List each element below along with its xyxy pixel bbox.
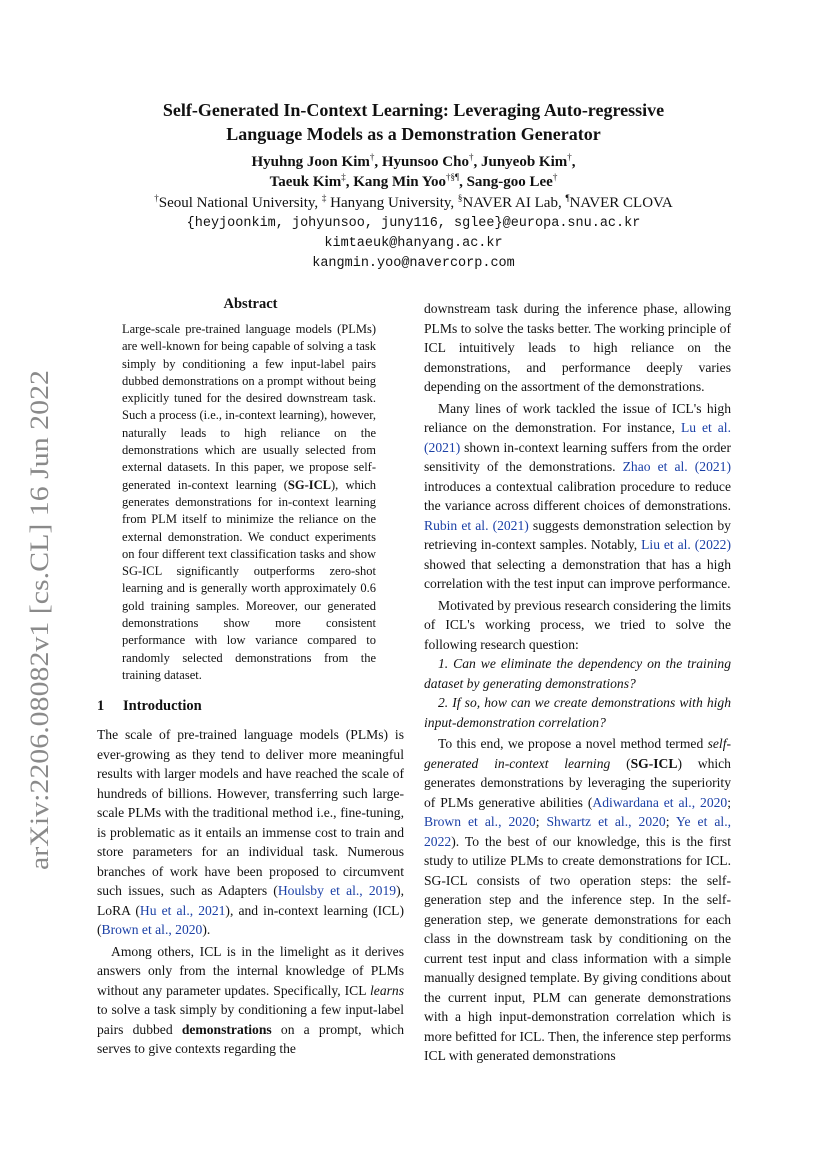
title-line-2: Language Models as a Demonstration Generator xyxy=(226,124,601,144)
text-run: ; xyxy=(665,814,677,829)
text-run: introduces a contextual calibration procedure to reduce the variance across different choices of demonstrations. xyxy=(424,478,731,513)
paragraph xyxy=(97,942,404,1059)
author-mark: † xyxy=(567,152,572,162)
author-name: Sang-goo Lee xyxy=(466,174,553,190)
text-run: ) which generates demonstrations by leveraging the superiority of PLMs generative abilities ( xyxy=(424,755,731,810)
citation-link[interactable]: Lu et al. (2021) xyxy=(424,420,731,455)
text-run: To this end, we propose a novel method termed xyxy=(438,736,708,751)
arxiv-watermark xyxy=(14,370,58,870)
citation-link[interactable]: Brown et al., 2020 xyxy=(101,922,203,938)
citation-link[interactable]: Rubin et al. (2021) xyxy=(424,517,529,533)
arxiv-id: arXiv:2206.08082v1 [cs.CL] 16 Jun 2022 xyxy=(25,435,54,870)
author-name: Junyeob Kim xyxy=(480,154,568,170)
text-run: downstream task during the inference phase, allowing PLMs to solve the tasks better. The working principle of ICL intuitively leads to high reliance on the demonstrations, and performance deeply varies depending on the assortment of the demonstrations. xyxy=(424,301,731,394)
abstract-text xyxy=(122,321,376,684)
affil-mark: ¶ xyxy=(565,193,570,203)
text-run: ). xyxy=(202,922,211,938)
left-column xyxy=(97,296,404,1059)
section-heading xyxy=(97,698,404,715)
text-run-bold: SG-ICL xyxy=(287,477,331,492)
citation-link[interactable]: Ye et al., 2022 xyxy=(424,814,731,849)
text-run: ). To the best of our knowledge, this is the first study to utilize PLMs to create demonstrations for ICL. SG-ICL consists of two operation steps: the self-generation step and the inference step. In the self-generation step, we generate demonstrations for each class in the downstream task by conditioning on the current test input and class information with a simple manually designed template. By giving conditions about the current input, PLM can generate demonstrations with a high input-demonstration correlation which is more befitted for ICL. Then, the inference step performs ICL with generated demonstrations xyxy=(424,833,732,1063)
text-run-italic: learns xyxy=(370,982,404,998)
text-run-italic: self-generated in-context learning xyxy=(424,736,731,771)
text-run: ), and in-context learning (ICL) ( xyxy=(97,902,404,938)
text-run: Motivated by previous research considering the limits of ICL's working process, we tried to solve the following research question: xyxy=(424,597,731,652)
text-run: suggests demonstration selection by retrieving in-context samples. Notably, xyxy=(424,517,731,552)
text-run: showed that selecting a demonstration that has a high correlation with the test input can improve performance. xyxy=(424,556,731,591)
email-line: kangmin.yoo@navercorp.com xyxy=(312,256,515,271)
text-run: on a prompt, which serves to give contexts regarding the xyxy=(97,1021,404,1057)
affil-mark: ‡ xyxy=(321,193,327,203)
citation-link[interactable]: Shwartz et al., 2020 xyxy=(546,814,666,829)
author-name: Taeuk Kim xyxy=(269,174,342,190)
affil-name: Hanyang University, xyxy=(326,195,458,211)
affil-mark: § xyxy=(457,193,463,203)
text-run: ), LoRA ( xyxy=(97,883,405,918)
affil-name: NAVER AI Lab, xyxy=(462,195,566,211)
email-line: kimtaeuk@hanyang.ac.kr xyxy=(324,236,503,251)
affil-name: NAVER CLOVA xyxy=(569,195,673,211)
author-mark: † xyxy=(468,152,474,162)
text-run: ; xyxy=(727,794,731,810)
research-question: 2. If so, how can we create demonstrations with high input-demonstration correlation? xyxy=(424,695,731,730)
citation-link[interactable]: Brown et al., 2020 xyxy=(424,814,536,829)
text-run: ), which generates demonstrations for in-context learning from PLM itself to minimize the reliance on the external demonstration. We conduct experiments on four different text classification tasks and show SG-ICL significantly outperforms zero-shot learning and is generally worth approximately 0.6 gold training samples. Moreover, our generated demonstrations show more consistent performance with low variance compared to randomly selected demonstrations from the training dataset. xyxy=(122,477,376,682)
email-block xyxy=(90,214,737,274)
author-mark: † xyxy=(552,172,558,182)
text-run: ( xyxy=(610,755,631,771)
title-line-1: Self-Generated In-Context Learning: Leveraging Auto-regressive xyxy=(162,100,665,120)
abstract-heading: Abstract xyxy=(223,296,278,312)
text-run-bold: demonstrations xyxy=(181,1021,272,1037)
author-list: Hyuhng Joon Kim†, Hyunsoo Cho†, Junyeob Kim†, Taeuk Kim‡, Kang Min Yoo†§¶, Sang-goo Lee† xyxy=(251,152,576,190)
author-mark: ‡ xyxy=(341,172,346,182)
section-number: 1 xyxy=(97,698,105,715)
paragraph xyxy=(424,399,731,594)
text-run: Large-scale pre-trained language models (PLMs) are well-known for being capable of solving a task simply by conditioning a few input-label pairs dubbed demonstrations on a prompt without being explicitly tuned for the desired downstream task. Such a process (i.e., in-context learning), however, naturally leads to high reliance on the demonstrations which are usually selected from external datasets. In this paper, we propose self-generated in-context learning ( xyxy=(122,322,376,492)
text-run: The scale of pre-trained language models (PLMs) is ever-growing as they tend to deliver more meaningful results with larger models and have reached the scale of hundreds of billions. However, transferring such large-scale PLMs with the traditional method i.e., fine-tuning, is problematic as it entails an immense cost to train and store parameters for an individual task. Numerous branches of work have been proposed to circumvent such issues, such as Adapters ( xyxy=(97,727,404,899)
paragraph xyxy=(424,299,731,397)
affil-mark: † xyxy=(154,193,159,203)
author-name: Hyunsoo Cho xyxy=(381,154,469,170)
citation-link[interactable]: Liu et al. (2022) xyxy=(641,537,731,552)
citation-link[interactable]: Hu et al., 2021 xyxy=(139,902,226,918)
email-line: {heyjoonkim, johyunsoo, juny116, sglee}@europa.snu.ac.kr xyxy=(186,216,641,231)
author-mark: †§¶ xyxy=(446,172,460,182)
text-run: Among others, ICL is in the limelight as it derives answers only from the internal knowledge of PLMs without any parameter updates. Specifically, ICL xyxy=(97,943,404,998)
affil-name: Seoul National University, xyxy=(158,195,322,211)
author-mark: † xyxy=(369,152,375,162)
text-run: shown in-context learning suffers from the order sensitivity of the demonstrations. xyxy=(424,439,731,474)
text-run: Many lines of work tackled the issue of ICL's high reliance on the demonstration. For instance, xyxy=(424,400,731,435)
research-question: 1. Can we eliminate the dependency on the training dataset by generating demonstrations? xyxy=(424,656,731,691)
paper-title xyxy=(90,98,737,146)
text-run: ; xyxy=(535,814,547,829)
text-run-bold: SG-ICL xyxy=(630,755,678,771)
paragraph xyxy=(424,734,731,1066)
author-name: Hyuhng Joon Kim xyxy=(251,154,370,170)
author-name: Kang Min Yoo xyxy=(353,174,447,190)
citation-link[interactable]: Houlsby et al., 2019 xyxy=(277,883,397,899)
paragraph xyxy=(424,596,731,655)
citation-link[interactable]: Zhao et al. (2021) xyxy=(622,459,732,474)
citation-link[interactable]: Adiwardana et al., 2020 xyxy=(592,794,728,810)
section-title: Introduction xyxy=(123,698,202,715)
affiliations xyxy=(90,193,737,213)
paragraph xyxy=(97,725,404,940)
right-column xyxy=(424,299,731,1066)
text-run: to solve a task simply by conditioning a few input-label pairs dubbed xyxy=(97,1002,404,1037)
